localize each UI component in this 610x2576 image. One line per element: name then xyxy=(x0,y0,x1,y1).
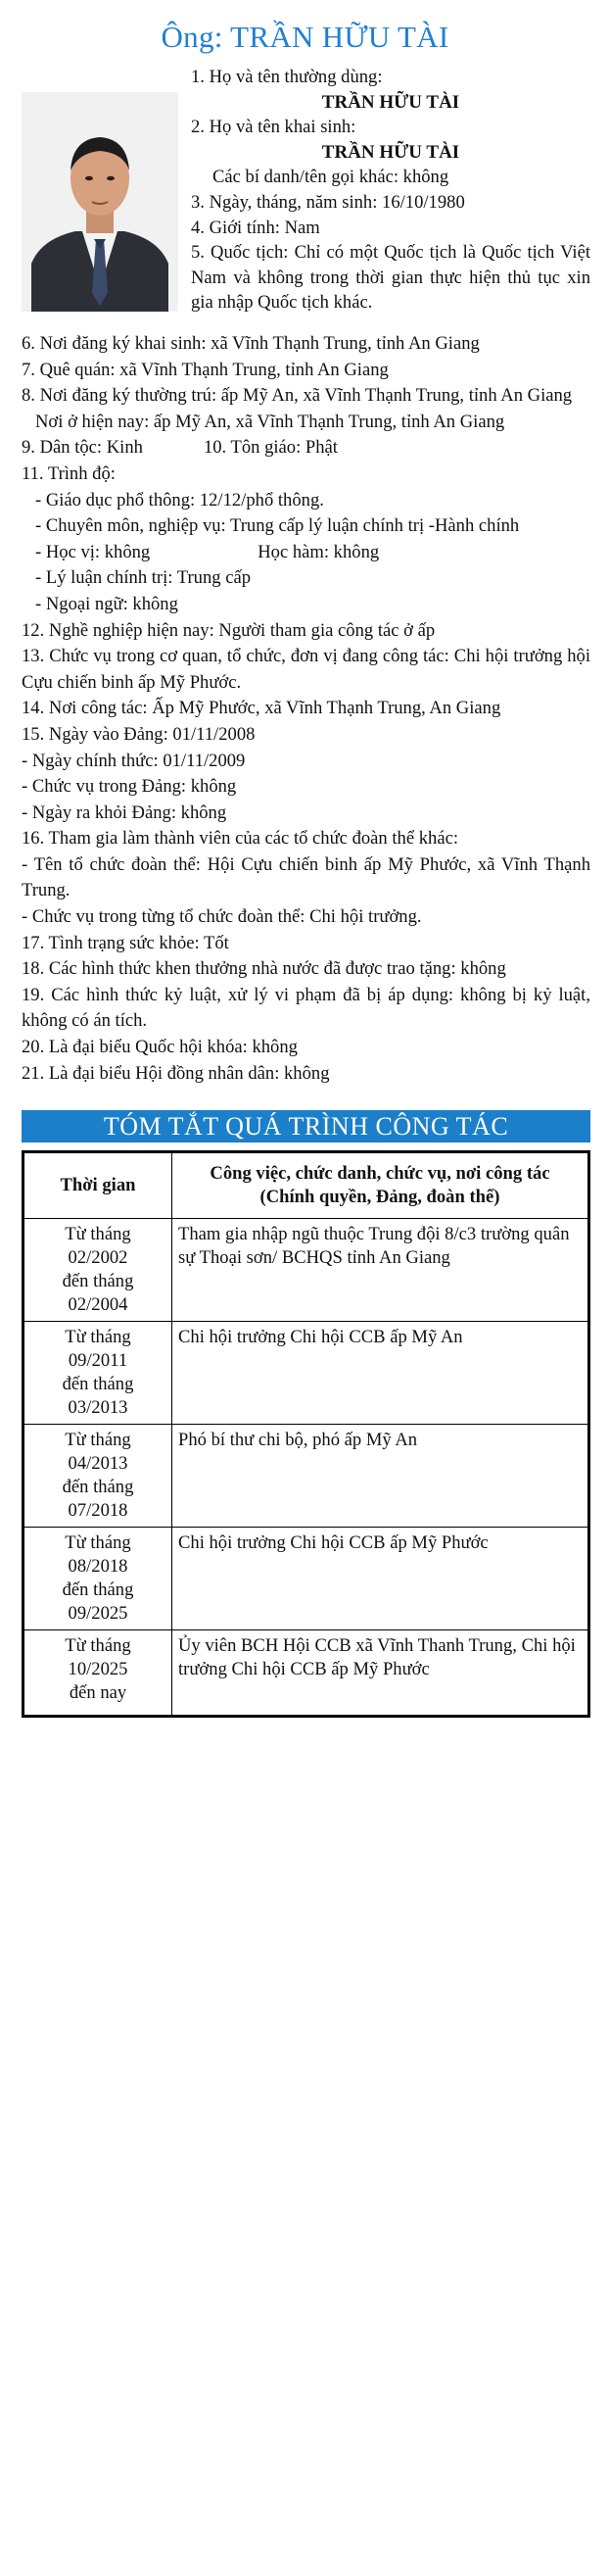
work-cell: Chi hội trưởng Chi hội CCB ấp Mỹ Phước xyxy=(172,1528,589,1630)
foreign-language: - Ngoại ngữ: không xyxy=(35,593,178,614)
time-from-value: 04/2013 xyxy=(68,1453,128,1474)
time-cell xyxy=(23,1219,172,1322)
permanent-residence: 8. Nơi đăng ký thường trú: ấp Mỹ An, xã Vĩnh Thạnh Trung, tỉnh An Giang xyxy=(22,385,573,407)
party-leave-date: - Ngày ra khỏi Đảng: không xyxy=(22,802,227,823)
time-to-value: 07/2018 xyxy=(68,1500,128,1521)
professional-qualification: - Chuyên môn, nghiệp vụ: Trung cấp lý luận chính trị -Hành chính xyxy=(35,515,520,537)
time-cell xyxy=(23,1630,172,1717)
work-cell: Tham gia nhập ngũ thuộc Trung đội 8/c3 trường quân sự Thoại sơn/ BCHQS tỉnh An Giang xyxy=(172,1219,589,1322)
organizations-heading: 16. Tham gia làm thành viên của các tổ chức đoàn thể khác: xyxy=(22,828,459,850)
career-table xyxy=(22,1150,590,1718)
ethnicity-religion-row xyxy=(22,435,590,462)
time-to-label: đến tháng xyxy=(62,1580,134,1600)
time-to-label: đến tháng xyxy=(62,1271,134,1291)
ethnicity: 9. Dân tộc: Kinh xyxy=(22,437,143,459)
academic-title: Học hàm: không xyxy=(258,541,380,562)
time-from-value: 02/2002 xyxy=(68,1247,128,1268)
time-from-label: Từ tháng xyxy=(65,1327,131,1347)
party-position: - Chức vụ trong Đảng: không xyxy=(22,776,237,798)
peoples-council-delegate: 21. Là đại biểu Hội đồng nhân dân: không xyxy=(22,1062,330,1084)
column-header-time: Thời gian xyxy=(23,1152,172,1219)
time-from-label: Từ tháng xyxy=(65,1224,131,1244)
time-cell xyxy=(23,1425,172,1528)
time-to-value: 09/2025 xyxy=(68,1603,128,1624)
identity-header xyxy=(191,65,590,316)
birth-name-value: TRẦN HỮU TÀI xyxy=(321,141,460,163)
degree-title-row xyxy=(22,540,590,566)
current-occupation: 12. Nghề nghiệp hiện nay: Người tham gia công tác ở ấp xyxy=(22,619,436,641)
time-from-label: Từ tháng xyxy=(65,1635,131,1656)
gender: 4. Giới tính: Nam xyxy=(191,217,320,238)
time-to-label: đến nay xyxy=(69,1682,127,1703)
academic-degree: - Học vị: không xyxy=(35,541,151,562)
time-to-label: đến tháng xyxy=(62,1477,134,1497)
workplace: 14. Nơi công tác: Ấp Mỹ Phước, xã Vĩnh Thạnh Trung, An Giang xyxy=(22,698,501,719)
time-to-label: đến tháng xyxy=(62,1374,134,1394)
table-row xyxy=(23,1425,589,1528)
time-cell xyxy=(23,1322,172,1425)
aliases: Các bí danh/tên gọi khác: không xyxy=(212,167,449,188)
column-header-work xyxy=(172,1152,589,1219)
column-header-work-line2: (Chính quyền, Đảng, đoàn thể) xyxy=(259,1187,500,1207)
table-row xyxy=(23,1630,589,1717)
birth-name-label: 2. Họ và tên khai sinh: xyxy=(191,117,356,138)
work-cell: Chi hội trưởng Chi hội CCB ấp Mỹ An xyxy=(172,1322,589,1425)
profile-details xyxy=(22,331,590,1087)
general-education: - Giáo dục phổ thông: 12/12/phổ thông. xyxy=(35,489,324,510)
current-residence: Nơi ở hiện nay: ấp Mỹ An, xã Vĩnh Thạnh Trung, tỉnh An Giang xyxy=(35,411,505,432)
religion: 10. Tôn giáo: Phật xyxy=(203,437,338,459)
time-to-value: 03/2013 xyxy=(68,1397,128,1418)
career-table-header xyxy=(23,1152,589,1219)
time-to-value: 02/2004 xyxy=(68,1294,128,1315)
political-theory: - Lý luận chính trị: Trung cấp xyxy=(35,567,252,589)
career-summary-banner: TÓM TẮT QUÁ TRÌNH CÔNG TÁC xyxy=(22,1110,590,1142)
nationality: 5. Quốc tịch: Chỉ có một Quốc tịch là Quốc tịch Việt Nam và không trong thời gian thực hiện thủ tục xin gia nhập Quốc tịch khác. xyxy=(191,242,590,314)
common-name-value: TRẦN HỮU TÀI xyxy=(321,91,460,113)
health-status: 17. Tình trạng sức khỏe: Tốt xyxy=(22,932,229,953)
portrait-photo xyxy=(22,92,178,312)
current-position: 13. Chức vụ trong cơ quan, tổ chức, đơn vị đang công tác: Chi hội trưởng hội Cựu chiến binh ấp Mỹ Phước. xyxy=(22,646,590,693)
column-header-work-line1: Công việc, chức danh, chức vụ, nơi công tác xyxy=(210,1163,550,1184)
time-from-value: 10/2025 xyxy=(68,1659,128,1679)
national-assembly-delegate: 20. Là đại biểu Quốc hội khóa: không xyxy=(22,1037,298,1058)
time-from-value: 08/2018 xyxy=(68,1556,128,1577)
table-row xyxy=(23,1322,589,1425)
time-cell xyxy=(23,1528,172,1630)
state-awards: 18. Các hình thức khen thưởng nhà nước đã được trao tặng: không xyxy=(22,958,506,980)
organization-position: - Chức vụ trong từng tổ chức đoàn thể: Chi hội trưởng. xyxy=(22,906,422,928)
table-row xyxy=(23,1219,589,1322)
party-join-date: 15. Ngày vào Đảng: 01/11/2008 xyxy=(22,723,256,745)
time-from-label: Từ tháng xyxy=(65,1532,131,1553)
work-cell: Phó bí thư chi bộ, phó ấp Mỹ An xyxy=(172,1425,589,1528)
page-title: Ông: TRẦN HỮU TÀI xyxy=(161,20,449,54)
birth-date: 3. Ngày, tháng, năm sinh: 16/10/1980 xyxy=(191,191,465,213)
birth-registration-place: 6. Nơi đăng ký khai sinh: xã Vĩnh Thạnh Trung, tỉnh An Giang xyxy=(22,333,480,354)
disciplinary-record: 19. Các hình thức kỷ luật, xử lý vi phạm đã bị áp dụng: không bị kỷ luật, không có án tích. xyxy=(22,984,590,1032)
time-from-value: 09/2011 xyxy=(68,1350,128,1371)
table-row xyxy=(23,1528,589,1630)
education-heading: 11. Trình độ: xyxy=(22,462,116,484)
party-official-date: - Ngày chính thức: 01/11/2009 xyxy=(22,750,246,771)
common-name-label: 1. Họ và tên thường dùng: xyxy=(191,67,383,87)
hometown: 7. Quê quán: xã Vĩnh Thạnh Trung, tỉnh An Giang xyxy=(22,359,389,380)
work-cell: Ủy viên BCH Hội CCB xã Vĩnh Thanh Trung, Chi hội trưởng Chi hội CCB ấp Mỹ Phước xyxy=(172,1630,589,1717)
organization-name: - Tên tổ chức đoàn thể: Hội Cựu chiến binh ấp Mỹ Phước, xã Vĩnh Thạnh Trung. xyxy=(22,853,590,901)
time-from-label: Từ tháng xyxy=(65,1430,131,1450)
portrait-icon xyxy=(22,92,178,312)
